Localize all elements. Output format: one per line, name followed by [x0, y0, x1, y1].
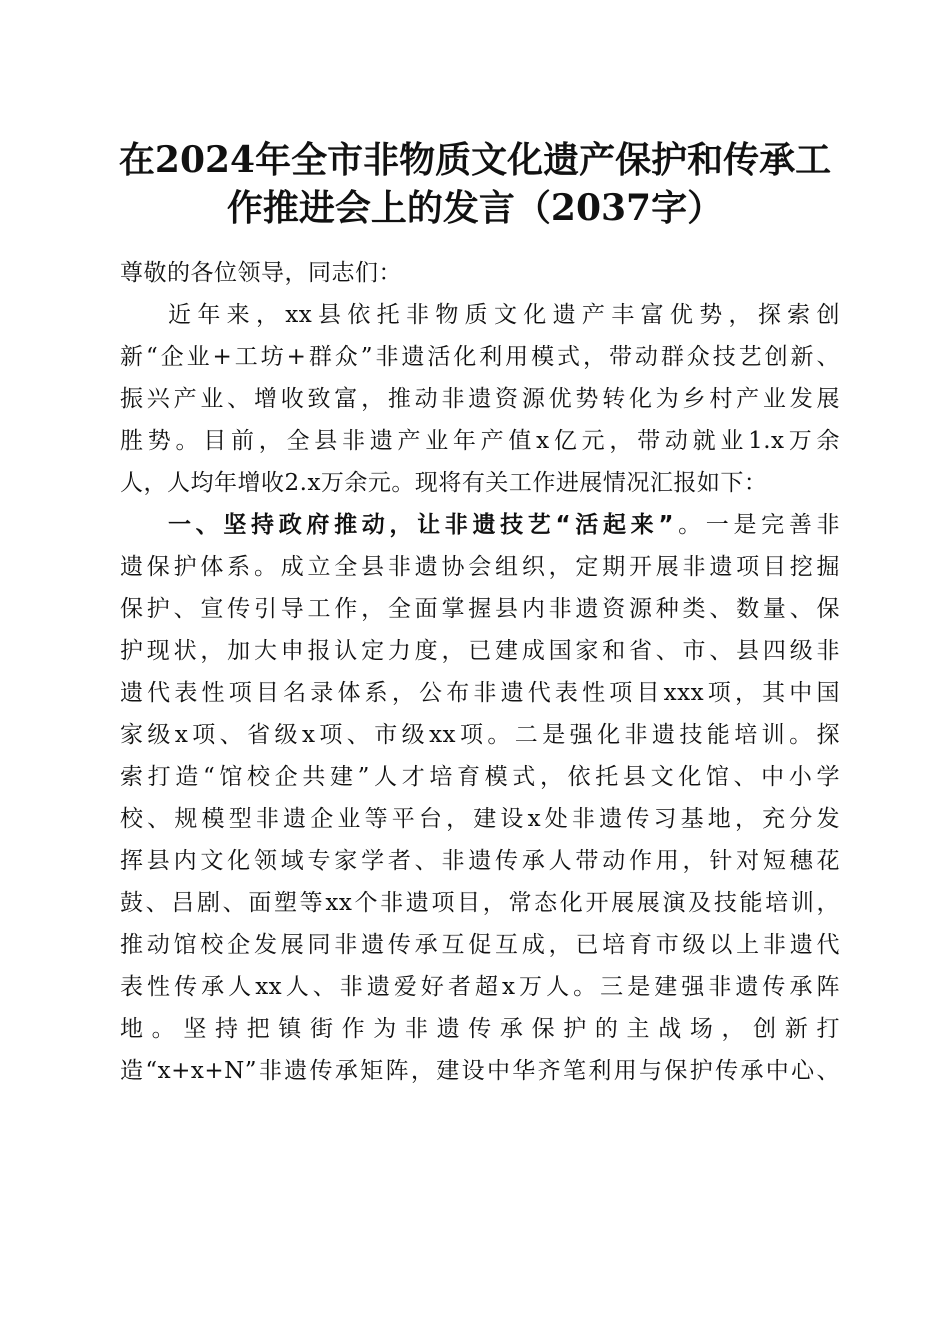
paragraph-2-line: 鼓、吕剧、面塑等xx个非遗项目，常态化开展展演及技能培训，: [120, 890, 840, 916]
paragraph-1-line: 新“企业+工坊+群众”非遗活化利用模式，带动群众技艺创新、: [120, 344, 840, 370]
paragraph-1-line: 近年来，xx县依托非物质文化遗产丰富优势，探索创: [168, 302, 840, 328]
paragraph-2-line: 保护、宣传引导工作，全面掌握县内非遗资源种类、数量、保: [120, 596, 840, 622]
salutation: 尊敬的各位领导，同志们：: [120, 260, 402, 286]
paragraph-2-line: 遗保护体系。成立全县非遗协会组织，定期开展非遗项目挖掘: [120, 554, 840, 580]
paragraph-2-line: 推动馆校企发展同非遗传承互促互成，已培育市级以上非遗代: [120, 932, 840, 958]
paragraph-2-first-line-tail: 。一是完善非: [673, 512, 841, 538]
paragraph-1-line: 人，人均年增收2.x万余元。现将有关工作进展情况汇报如下：: [120, 470, 768, 496]
paragraph-1-line: 振兴产业、增收致富，推动非遗资源优势转化为乡村产业发展: [120, 386, 840, 412]
paragraph-2-line: 校、规模型非遗企业等平台，建设x处非遗传习基地，充分发: [120, 806, 840, 832]
paragraph-2-line: 家级x项、省级x项、市级xx项。二是强化非遗技能培训。探: [120, 722, 840, 748]
paragraph-2-line: 地。坚持把镇街作为非遗传承保护的主战场，创新打: [120, 1016, 840, 1042]
document-body: [120, 252, 840, 1092]
paragraph-2-line: 挥县内文化领域专家学者、非遗传承人带动作用，针对短穗花: [120, 848, 840, 874]
paragraph-2-line: 遗代表性项目名录体系，公布非遗代表性项目xxx项，其中国: [120, 680, 840, 706]
section-heading: 一、坚持政府推动，让非遗技艺“活起来”: [168, 512, 674, 538]
paragraph-2-line: 索打造“馆校企共建”人才培育模式，依托县文化馆、中小学: [120, 764, 840, 790]
paragraph-2-line: 造“x+x+N”非遗传承矩阵，建设中华齐笔利用与保护传承中心、: [120, 1058, 840, 1084]
paragraph-2-first-line: [120, 504, 840, 546]
paragraph-2-line: 表性传承人xx人、非遗爱好者超x万人。三是建强非遗传承阵: [120, 974, 840, 1000]
paragraph-1-line: 胜势。目前，全县非遗产业年产值x亿元，带动就业1.x万余: [120, 428, 840, 454]
paragraph-2-line: 护现状，加大申报认定力度，已建成国家和省、市、县四级非: [120, 638, 840, 664]
document-title-line-2: 作推进会上的发言（2037字）: [226, 187, 724, 229]
document-title-line-1: 在2024年全市非物质文化遗产保护和传承工: [118, 139, 832, 181]
